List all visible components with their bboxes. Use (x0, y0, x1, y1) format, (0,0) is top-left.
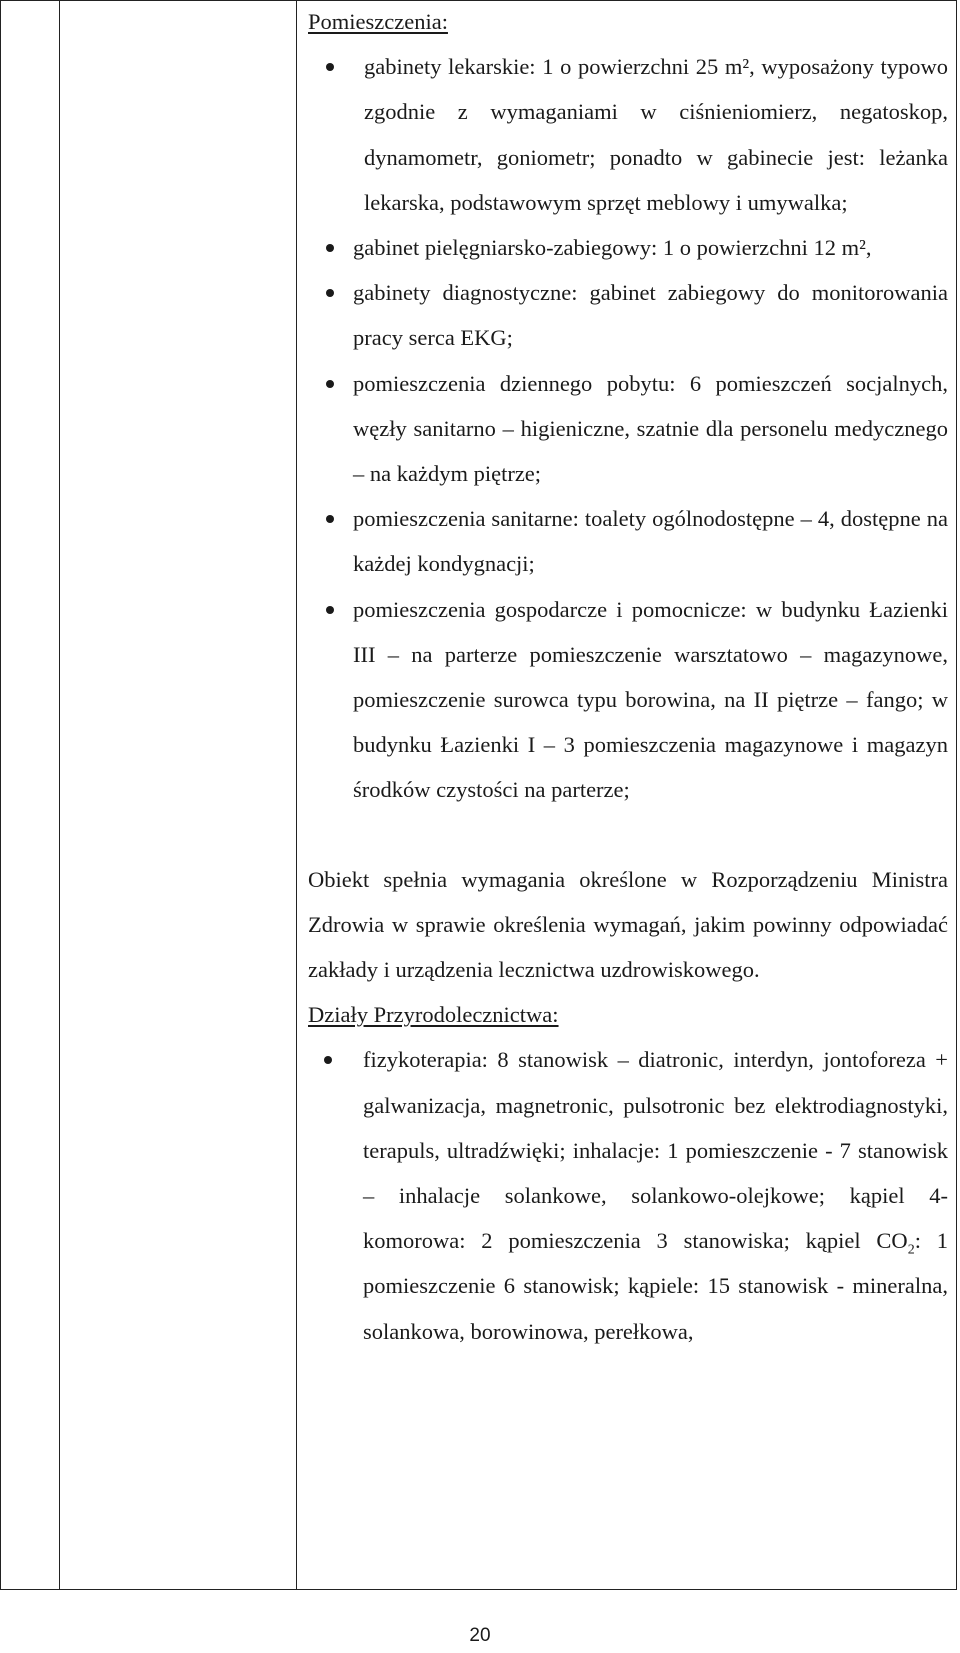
page-number: 20 (469, 1625, 491, 1646)
bullet-icon (324, 1056, 332, 1064)
column-divider-1 (59, 1, 60, 1589)
bullet-icon (326, 63, 334, 71)
bullet-icon (326, 606, 334, 614)
list-item (353, 496, 948, 586)
list-item (353, 225, 948, 270)
list-item (353, 270, 948, 360)
subscript-2: 2 (907, 1242, 915, 1258)
bullet-icon (326, 244, 334, 252)
list-item-text: pomieszczenia gospodarcze i pomocnicze: w budynku Łazienki III – na parterze pomieszczenie warsztatowo – magazynowe, pomieszczenie surowca typu borowina, na II piętrze – fango; w budynku Łazienki I – 3 pomieszczenia magazynowe i magazyn środków czystości na parterze; (353, 596, 948, 803)
rooms-heading: Pomieszczenia: (308, 9, 448, 34)
column-divider-2 (296, 1, 297, 1589)
list-item-text: pomieszczenia sanitarne: toalety ogólnodostępne – 4, dostępne na każdej kondygnacji; (353, 506, 948, 577)
list-item (363, 1037, 948, 1353)
bullet-icon (326, 515, 334, 523)
list-item-text-part1: fizykoterapia: 8 stanowisk – diatronic, interdyn, jontoforeza + galwanizacja, magnetronic, pulsotronic bez elektrodiagnostyki, terapuls, ultradźwięki; inhalacje: 1 pomieszczenie - 7 stanowisk – inhalacje solankowe, solankowo-olejkowe; kąpiel 4-komorowa: 2 pomieszczenia 3 stanowiska; kąpiel CO (363, 1047, 948, 1254)
list-item (353, 361, 948, 497)
list-item-text: pomieszczenia dziennego pobytu: 6 pomieszczeń socjalnych, węzły sanitarno – higieniczne, szatnie dla personelu medycznego – na każdym piętrze; (353, 370, 948, 487)
list-item (364, 44, 948, 225)
rooms-list (308, 44, 948, 812)
list-item-text-part2: : 1 pomieszczenie 6 stanowisk; kąpiele: 15 stanowisk - mineralna, solankowa, borowinowa, perełkowa, (363, 1228, 948, 1344)
departments-list (308, 1037, 948, 1353)
list-item (353, 587, 948, 813)
list-item-text: gabinety diagnostyczne: gabinet zabiegowy do monitorowania pracy serca EKG; (353, 280, 948, 351)
compliance-paragraph: Obiekt spełnia wymagania określone w Rozporządzeniu Ministra Zdrowia w sprawie określenia wymagań, jakim powinny odpowiadać zakłady i urządzenia lecznictwa uzdrowiskowego. (308, 866, 948, 983)
table-content-cell (308, 1, 948, 1354)
bullet-icon (326, 289, 334, 297)
departments-heading: Działy Przyrodolecznictwa: (308, 1002, 559, 1028)
list-item-text: gabinet pielęgniarsko-zabiegowy: 1 o powierzchni 12 m², (353, 235, 872, 261)
bullet-icon (326, 380, 334, 388)
list-item-text: gabinety lekarskie: 1 o powierzchni 25 m², wyposażony typowo zgodnie z wymaganiami w ciśnieniomierz, negatoskop, dynamometr, goniometr; ponadto w gabinecie jest: leżanka lekarska, podstawowym sprzęt meblowy i umywalka; (364, 54, 948, 215)
